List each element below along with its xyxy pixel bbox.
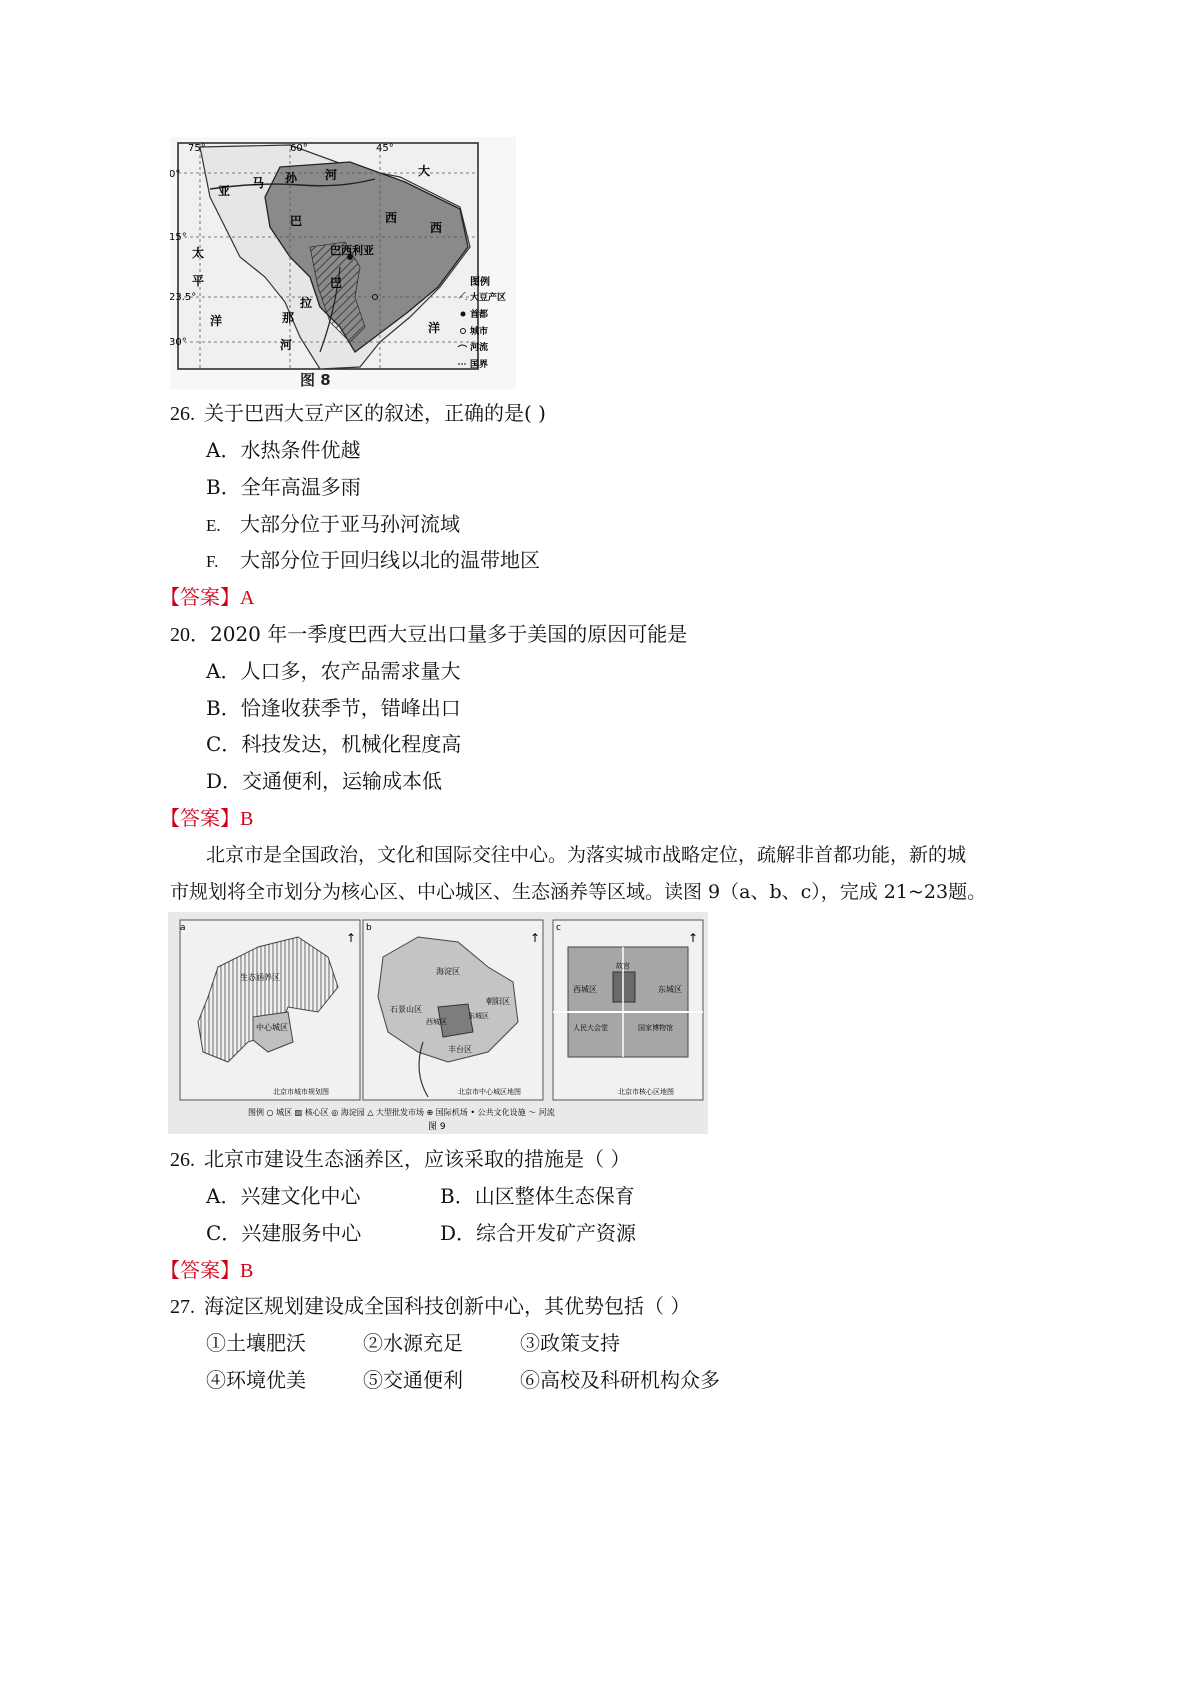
answer-26b — [160, 1256, 253, 1285]
panel-a-eco-label: 生态涵养区 — [240, 973, 280, 982]
label-yang: 洋 — [210, 314, 223, 328]
north-arrow-icon: ↑ — [530, 931, 541, 945]
option-label: A． — [206, 438, 241, 462]
question-27-stem — [170, 1292, 690, 1321]
option-text: 兴建服务中心 — [241, 1221, 362, 1245]
panel-c-dongcheng: 东城区 — [658, 985, 682, 994]
label-xi2: 西 — [430, 221, 443, 235]
deg-label-15: 15° — [170, 232, 187, 243]
panel-b-fengtai: 丰台区 — [448, 1045, 472, 1054]
panel-b-title: 北京市中心城区地图 — [458, 1088, 521, 1096]
option-label: D． — [440, 1221, 477, 1245]
option-label: B． — [206, 475, 241, 499]
answer-letter: B — [240, 1260, 254, 1282]
item-6: ⑥高校及科研机构众多 — [520, 1368, 720, 1392]
legend-soybean: 大豆产区 — [470, 293, 507, 303]
option-text: 恰逢收获季节，错峰出口 — [240, 696, 461, 720]
answer-tag: 【答案】 — [160, 585, 240, 609]
label-na: 那 — [282, 311, 295, 325]
answer-tag: 【答案】 — [160, 806, 240, 830]
item-4: ④环境优美 — [206, 1368, 306, 1392]
question-text: 海淀区规划建设成全国科技创新中心，其优势包括（ ） — [204, 1294, 691, 1318]
question-number: 26. — [170, 1149, 195, 1171]
item-1: ①土壤肥沃 — [206, 1331, 306, 1355]
north-arrow-icon: ↑ — [688, 931, 699, 945]
label-tai: 太 — [192, 246, 205, 260]
answer-letter: B — [240, 808, 254, 830]
panel-a-center-label: 中心城区 — [256, 1023, 288, 1032]
option-label: B． — [440, 1184, 475, 1208]
option-a — [206, 1182, 360, 1210]
question-text: 2020 年一季度巴西大豆出口量多于美国的原因可能是 — [210, 622, 688, 646]
option-text: 综合开发矿产资源 — [476, 1221, 637, 1245]
label-yang2: 洋 — [428, 321, 441, 335]
panel-a-letter: a — [180, 923, 186, 933]
option-c — [206, 730, 461, 758]
deg-label-60: 60° — [290, 143, 308, 154]
answer-26a — [160, 583, 254, 612]
passage-line-1: 北京市是全国政治，文化和国际交往中心。为落实城市战略定位，疏解非首都功能，新的城 — [206, 844, 967, 866]
label-he: 河 — [325, 168, 338, 182]
panel-b-letter: b — [366, 923, 372, 933]
option-label: F. — [206, 552, 219, 571]
option-text: 交通便利，运输成本低 — [242, 769, 443, 793]
item-2: ②水源充足 — [363, 1331, 463, 1355]
option-b — [206, 473, 361, 501]
legend-city: 城市 — [470, 327, 489, 337]
panel-c-title: 北京市核心区地图 — [618, 1088, 674, 1096]
figure-8-caption: 图 8 — [300, 371, 331, 389]
label-ba: 巴 — [290, 214, 303, 228]
option-text: 科技发达，机械化程度高 — [241, 732, 462, 756]
label-sun: 孙 — [285, 171, 298, 185]
legend-border: 国界 — [470, 360, 489, 370]
question-26b-stem — [170, 1145, 630, 1174]
option-text: 全年高温多雨 — [240, 475, 361, 499]
figure-9-legend: 图例 ○ 城区 ▨ 核心区 ◎ 海淀园 △ 大型批发市场 ⊕ 国际机场 • 公共文化设施 ～ 河流 — [248, 1108, 555, 1117]
option-text: 大部分位于亚马孙河流域 — [240, 512, 460, 536]
option-e — [206, 510, 460, 540]
deg-label-75: 75° — [188, 143, 206, 154]
option-text: 大部分位于回归线以北的温带地区 — [240, 548, 540, 572]
figure-9-beijing-maps — [168, 912, 708, 1134]
question-text: 北京市建设生态涵养区，应该采取的措施是（ ） — [204, 1147, 631, 1171]
option-label: A． — [206, 1184, 241, 1208]
option-label: A． — [206, 659, 241, 683]
option-label: D． — [206, 769, 243, 793]
panel-a-title: 北京市城市规划图 — [273, 1088, 329, 1096]
option-d — [206, 767, 442, 795]
label-la: 拉 — [300, 296, 313, 310]
label-da: 大 — [418, 164, 431, 178]
answer-letter: A — [240, 587, 255, 609]
north-arrow-icon: ↑ — [346, 931, 357, 945]
beijing-maps-svg — [168, 912, 708, 1134]
answer-20 — [160, 804, 253, 833]
figure-9-caption: 图 9 — [428, 1122, 446, 1132]
option-d — [440, 1219, 636, 1247]
question-20-stem — [170, 620, 687, 649]
label-brasilia: 巴西利亚 — [330, 244, 374, 257]
option-text: 山区整体生态保育 — [474, 1184, 635, 1208]
option-label: C． — [206, 1221, 242, 1245]
option-text: 兴建文化中心 — [240, 1184, 361, 1208]
panel-b-shijingshan: 石景山区 — [390, 1005, 422, 1014]
panel-c-hall: 人民大会堂 — [573, 1024, 608, 1032]
option-a — [206, 657, 460, 685]
item-5: ⑤交通便利 — [363, 1368, 463, 1392]
passage-line-2: 市规划将全市划分为核心区、中心城区、生态涵养等区域。读图 9（a、b、c），完成 21~23题。 — [170, 881, 987, 903]
question-26a-stem — [170, 399, 546, 428]
deg-label-23-5: 23.5° — [170, 292, 197, 303]
legend-capital: 首都 — [470, 310, 489, 320]
panel-b-chaoyang: 朝阳区 — [486, 997, 510, 1006]
figure-8-brazil-map — [170, 137, 516, 389]
panel-c-museum: 国家博物馆 — [638, 1024, 673, 1032]
label-ping: 平 — [192, 274, 205, 288]
item-3: ③政策支持 — [520, 1331, 620, 1355]
panel-c-gugong: 故宫 — [616, 962, 630, 970]
deg-label-0: 0° — [170, 169, 181, 180]
panel-b-xicheng: 西城区 — [426, 1018, 447, 1026]
question-number: 26. — [170, 403, 195, 425]
option-c — [206, 1219, 361, 1247]
option-a — [206, 436, 360, 464]
legend-river: 河流 — [470, 343, 489, 353]
label-ma: 马 — [252, 176, 265, 190]
option-b — [206, 694, 461, 722]
panel-b-dongcheng: 东城区 — [468, 1012, 489, 1020]
option-b — [440, 1182, 635, 1210]
option-f — [206, 546, 540, 576]
option-label: B． — [206, 696, 241, 720]
label-xi: 西 — [385, 211, 398, 225]
question-text: 关于巴西大豆产区的叙述，正确的是( ) — [204, 401, 546, 425]
option-text: 人口多，农产品需求量大 — [240, 659, 461, 683]
panel-b-haidian: 海淀区 — [436, 967, 460, 976]
option-label: E. — [206, 516, 221, 535]
deg-label-30: 30° — [170, 337, 187, 348]
label-he2: 河 — [280, 338, 293, 352]
option-label: C． — [206, 732, 242, 756]
legend-title: 图例 — [470, 277, 490, 288]
panel-c-letter: c — [556, 923, 561, 933]
deg-label-45: 45° — [376, 143, 394, 154]
answer-tag: 【答案】 — [160, 1258, 240, 1282]
option-text: 水热条件优越 — [240, 438, 361, 462]
question-number: 27. — [170, 1296, 195, 1318]
panel-c-xicheng: 西城区 — [573, 985, 597, 994]
label-ba2: 巴 — [330, 276, 343, 290]
brazil-map-svg — [170, 137, 516, 389]
label-ya: 亚 — [218, 184, 231, 198]
question-number: 20． — [170, 624, 210, 646]
